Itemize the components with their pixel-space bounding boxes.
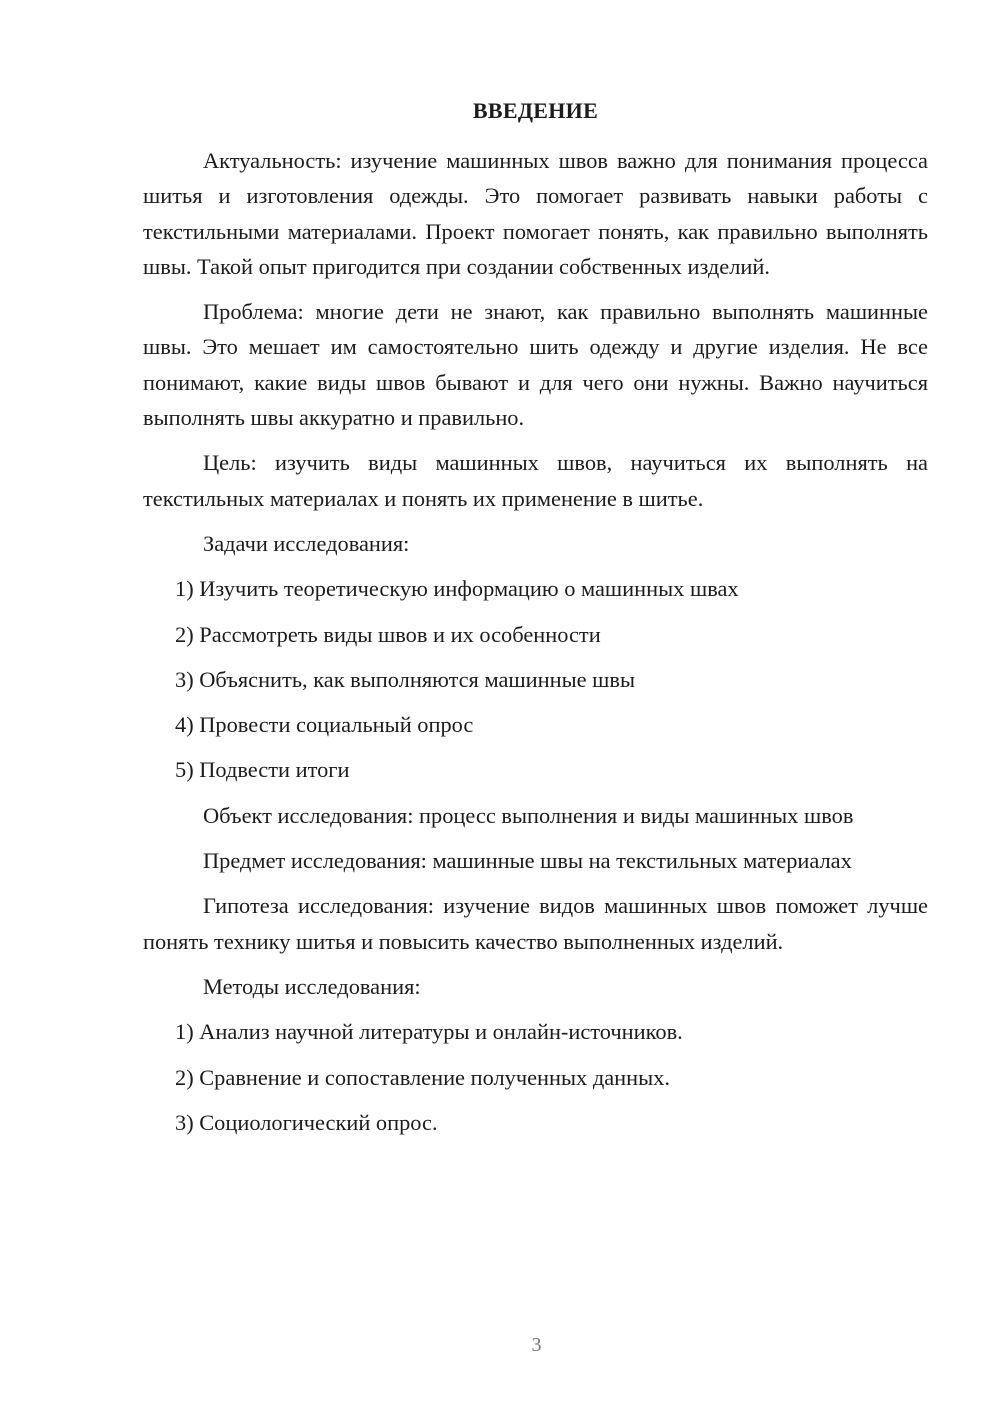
goal-paragraph: Цель: изучить виды машинных швов, научиться их выполнять на текстильных материалах и понять их применение в шитье.	[143, 450, 928, 511]
page-title: ВВЕДЕНИЕ	[472, 98, 599, 123]
page-number: 3	[531, 1334, 542, 1356]
tasks-list	[143, 571, 928, 787]
methods-list	[143, 1014, 928, 1140]
hypothesis-paragraph: Гипотеза исследования: изучение видов машинных швов поможет лучше понять технику шитья и повысить качество выполненных изделий.	[143, 893, 928, 954]
list-item: 1) Изучить теоретическую информацию о машинных швах	[175, 576, 739, 602]
list-item: 4) Провести социальный опрос	[175, 712, 474, 738]
tasks-heading: Задачи исследования:	[203, 530, 410, 556]
relevance-paragraph: Актуальность: изучение машинных швов важно для понимания процесса шитья и изготовления одежды. Это помогает развивать навыки работы с текстильными материалами. Проект помогает понять, как правильно выполнять швы. Такой опыт пригодится при создании собственных изделий.	[143, 148, 928, 279]
list-item: 2) Сравнение и сопоставление полученных данных.	[175, 1064, 670, 1090]
list-item: 1) Анализ научной литературы и онлайн-источников.	[175, 1019, 683, 1045]
research-object: Объект исследования: процесс выполнения и виды машинных швов	[203, 802, 854, 828]
document-body	[143, 143, 928, 1150]
list-item: 3) Социологический опрос.	[175, 1109, 438, 1135]
problem-paragraph: Проблема: многие дети не знают, как правильно выполнять машинные швы. Это мешает им самостоятельно шить одежду и другие изделия. Не все понимают, какие виды швов бывают и для чего они нужны. Важно научиться выполнять швы аккуратно и правильно.	[143, 299, 928, 431]
list-item: 2) Рассмотреть виды швов и их особенности	[175, 621, 601, 647]
list-item: 5) Подвести итоги	[175, 757, 350, 783]
research-subject: Предмет исследования: машинные швы на текстильных материалах	[203, 848, 852, 874]
methods-heading: Методы исследования:	[203, 973, 421, 999]
list-item: 3) Объяснить, как выполняются машинные швы	[175, 666, 636, 692]
